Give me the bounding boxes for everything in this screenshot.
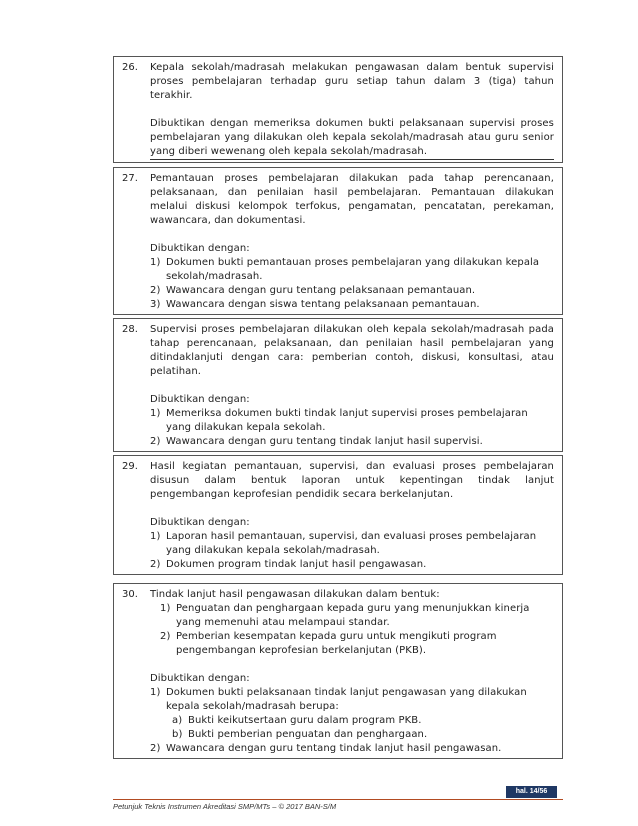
evidence-label: Dibuktikan dengan: (150, 394, 250, 405)
criterion-number: 28. (122, 324, 138, 335)
criterion-description: Hasil kegiatan pemantauan, supervisi, dan evaluasi proses pembelajaran disusun dalam bentuk laporan untuk kepentingan tindak lanjut pengembangan keprofesian pendidik secara berkelanjutan. (150, 461, 554, 500)
footer-text: Petunjuk Teknis Instrumen Akreditasi SMP/MTs – © 2017 BAN-S/M (113, 802, 337, 811)
criterion-number: 29. (122, 461, 138, 472)
point-item: 1) Penguatan dan penghargaan kepada guru yang menunjukkan kinerja yang memenuhi atau melampaui standar. (160, 603, 530, 628)
criterion-box-26 (113, 56, 563, 163)
criterion-description: Kepala sekolah/madrasah melakukan pengawasan dalam bentuk supervisi proses pembelajaran terhadap guru setiap tahun dalam 3 (tiga) tahun terakhir. (150, 62, 554, 101)
evidence-item: 1) Laporan hasil pemantauan, supervisi, dan evaluasi proses pembelajaran yang dilakukan kepala sekolah/madrasah. (150, 531, 537, 556)
evidence-subitem: a) Bukti keikutsertaan guru dalam program PKB. (172, 715, 422, 726)
criterion-box-28 (113, 318, 563, 452)
evidence-item: 2) Wawancara dengan guru tentang tindak lanjut hasil supervisi. (150, 436, 483, 447)
evidence-subitem: b) Bukti pemberian penguatan dan penghargaan. (172, 729, 428, 740)
criterion-box-30 (113, 583, 563, 759)
evidence-item: 2) Wawancara dengan guru tentang tindak lanjut hasil pengawasan. (150, 743, 502, 754)
footer-divider (113, 799, 563, 800)
criterion-description: Tindak lanjut hasil pengawasan dilakukan dalam bentuk: (150, 589, 440, 600)
criterion-number: 26. (122, 62, 138, 73)
evidence-item: 1) Memeriksa dokumen bukti tindak lanjut supervisi proses pembelajaran yang dilakukan kepala sekolah. (150, 408, 528, 433)
evidence-item: 1) Dokumen bukti pemantauan proses pembelajaran yang dilakukan kepala sekolah/madrasah. (150, 257, 540, 282)
evidence-label: Dibuktikan dengan: (150, 673, 250, 684)
page-number-badge: hal. 14/56 (506, 786, 557, 798)
evidence-item: 2) Dokumen program tindak lanjut hasil pengawasan. (150, 559, 427, 570)
criterion-evidence: Dibuktikan dengan memeriksa dokumen bukti pelaksanaan supervisi proses pembelajaran yang dilakukan oleh kepala sekolah/madrasah atau guru senior yang diberi wewenang oleh kepala sekolah/madrasah. (150, 117, 554, 160)
criterion-number: 30. (122, 589, 138, 600)
evidence-label: Dibuktikan dengan: (150, 243, 250, 254)
criterion-number: 27. (122, 173, 138, 184)
criterion-box-29 (113, 455, 563, 575)
point-item: 2) Pemberian kesempatan kepada guru untuk mengikuti program pengembangan keprofesian berkelanjutan (PKB). (160, 631, 497, 656)
criterion-description: Supervisi proses pembelajaran dilakukan oleh kepala sekolah/madrasah pada tahap perencanaan, pelaksanaan, dan penilaian hasil pembelajaran yang ditindaklanjuti dengan cara: pemberian contoh, diskusi, konsultasi, atau pelatihan. (150, 324, 554, 377)
evidence-item: 2) Wawancara dengan guru tentang pelaksanaan pemantauan. (150, 285, 476, 296)
evidence-item: 1) Dokumen bukti pelaksanaan tindak lanjut pengawasan yang dilakukan kepala sekolah/madrasah berupa: (150, 687, 527, 712)
evidence-label: Dibuktikan dengan: (150, 517, 250, 528)
criterion-box-27 (113, 167, 563, 315)
criterion-description: Pemantauan proses pembelajaran dilakukan pada tahap perencanaan, pelaksanaan, dan penilaian hasil pembelajaran. Pemantauan dilakukan melalui diskusi kelompok terfokus, pengamatan, pencatatan, perekaman, wawancara, dan dokumentasi. (150, 173, 554, 226)
evidence-item: 3) Wawancara dengan siswa tentang pelaksanaan pemantauan. (150, 299, 480, 310)
